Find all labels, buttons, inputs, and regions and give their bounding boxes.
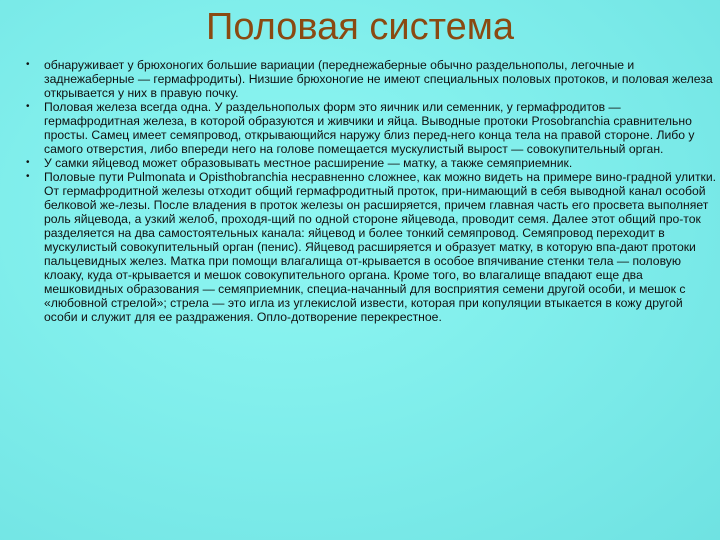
bullet-icon: • [26, 101, 30, 112]
bullet-text: обнаруживает у брюхоногих большие вариации (переднежаберные обычно раздельнополы, легочные и заднежаберные — гермафродиты). Низшие брюхоногие не имеют специальных половых протоков, и половая железа открывается у них в правую почку. [44, 58, 713, 100]
bullet-item [26, 58, 718, 100]
bullet-list [26, 58, 718, 324]
bullet-item [26, 170, 718, 324]
bullet-item [26, 100, 718, 156]
bullet-text: Половые пути Pulmonata и Opisthobranchia несравненно сложнее, как можно видеть на примере вино-градной улитки. От гермафродитной железы отходит общий гермафродитный проток, при-нимающий в себя выводной канал особой белковой же-лезы. После владения в проток железы он расширяется, причем главная часть его просвета выполняет роль яйцевода, а узкий желоб, проходя-щий по одной стороне яйцевода, проводит семя. Далее этот общий про-ток разделяется на два самостоятельных канала: яйцевод и более тонкий семяпровод. Семяпровод переходит в мускулистый совокупительный орган (пенис). Яйцевод расширяется и образует матку, в которую впа-дают протоки пальцевидных желез. Матка при помощи влагалища от-крывается в особое впячивание стенки тела — половую клоаку, куда от-крывается и мешок совокупительного органа. Кроме того, во влагалище впадают еще два мешковидных образования — семяприемник, специа-начанный для восприятия семени другой особи, и мешок с «любовной стрелой»; стрела — это игла из углекислой извести, которая при копуляции втыкается в кожу другой особи и служит для ее раздражения. Опло-дотворение перекрестное. [44, 170, 717, 324]
bullet-icon: • [26, 157, 30, 168]
bullet-icon: • [26, 171, 30, 182]
bullet-text: У самки яйцевод может образовывать местное расширение — матку, а также семяприемник. [44, 156, 573, 170]
bullet-item [26, 156, 718, 170]
bullet-icon: • [26, 59, 30, 70]
slide-title: Половая система [206, 6, 514, 48]
bullet-text: Половая железа всегда одна. У раздельнополых форм это яичник или семенник, у гермафродитов — гермафродитная железа, в которой образуются и живчики и яйца. Выводные протоки Prosobranchia сравнительно просты. Самец имеет семяпровод, открывающийся наружу близ перед-него конца тела на правой стороне. Либо у самого отверстия, либо впереди него на голове помещается мускулистый вырост — совокупительный орган. [44, 100, 695, 156]
